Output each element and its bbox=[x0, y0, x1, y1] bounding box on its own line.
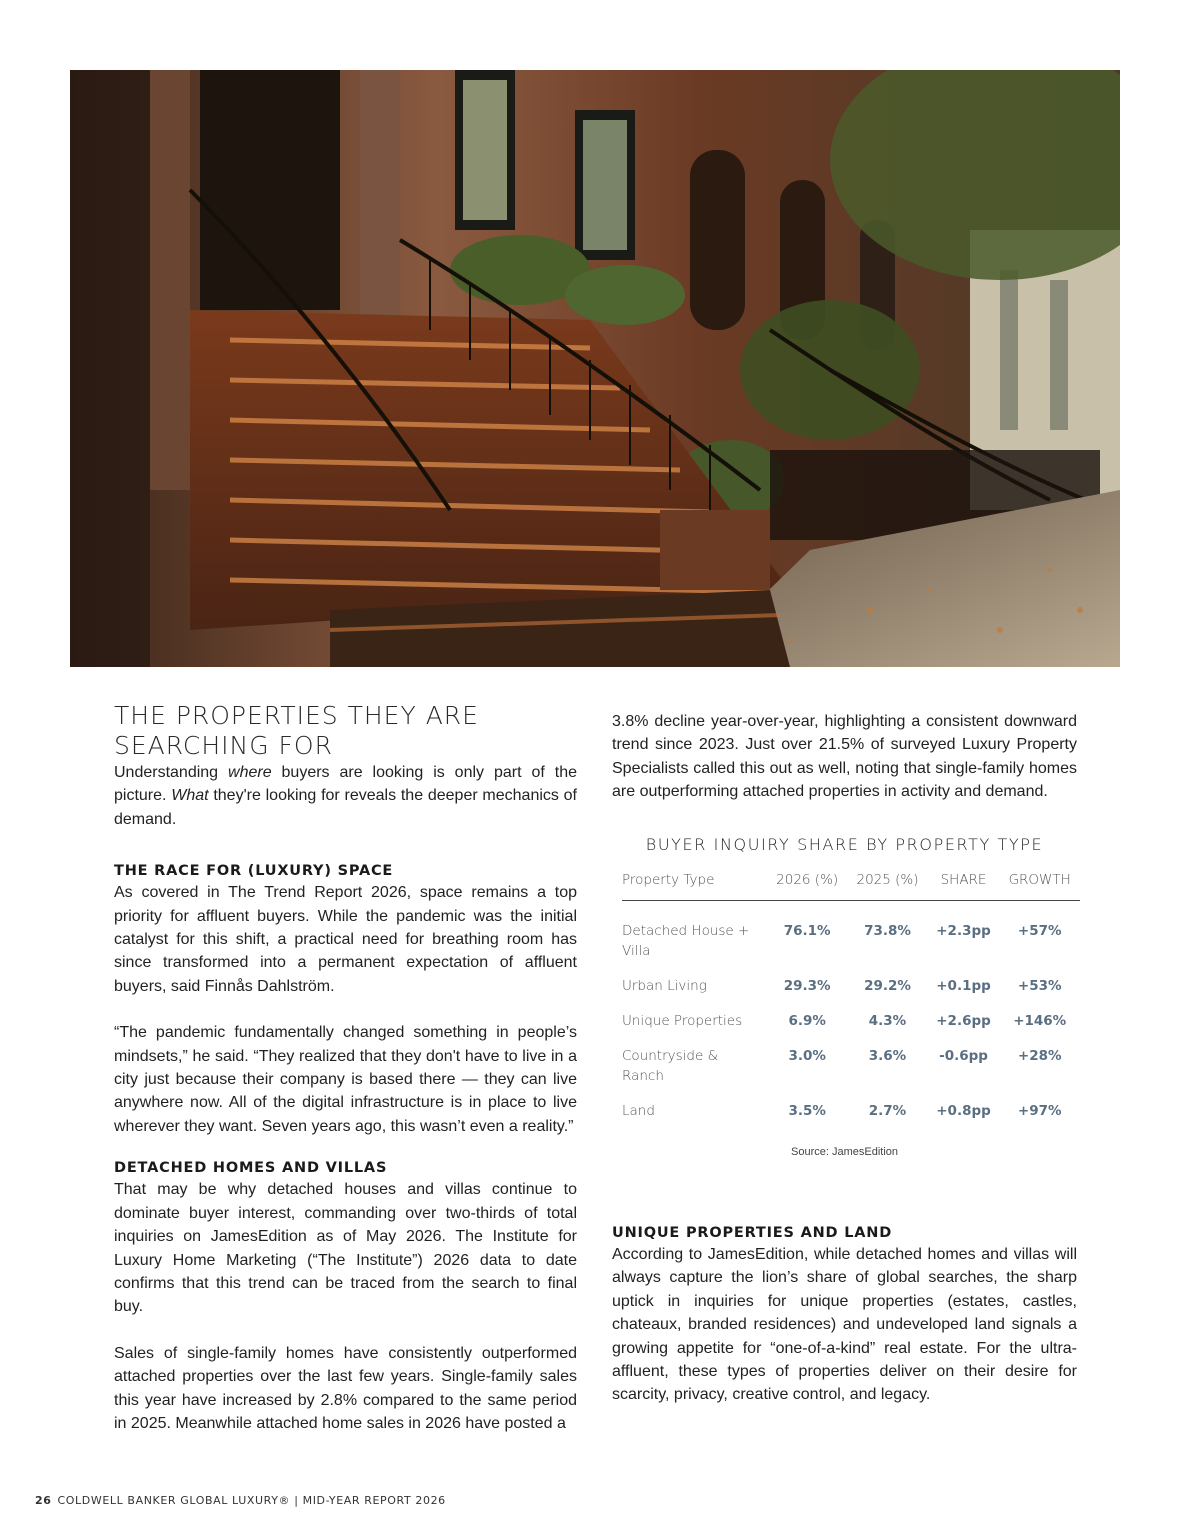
hero-photo-brownstone-stoops bbox=[70, 70, 1120, 667]
cell-share: -0.6pp bbox=[939, 1048, 988, 1064]
cell-2026: 3.0% bbox=[788, 1048, 826, 1064]
cell-2026: 29.3% bbox=[783, 978, 831, 994]
race-heading: THE RACE FOR (LUXURY) SPACE bbox=[114, 863, 394, 880]
table-row bbox=[622, 1046, 1080, 1101]
lede-text-2: buyers are looking is only part of the picture. bbox=[114, 764, 578, 805]
race-paragraph-2: “The pandemic fundamentally changed something in people’s mindsets,” he said. “They realized that they don't have to live in a city just because their company is based there — they can live anywhere now. All of the digital infrastructure is in place to live wherever they want. Seven years ago, this wasn’t even a reality.” bbox=[114, 1024, 577, 1135]
cell-type: Detached House + Villa bbox=[622, 923, 750, 959]
property-type-table-block bbox=[612, 835, 1077, 1158]
header-share: SHARE bbox=[928, 870, 1000, 901]
cell-share: +2.3pp bbox=[936, 923, 991, 939]
cell-share: +2.6pp bbox=[936, 1013, 991, 1029]
cell-2025: 73.8% bbox=[864, 923, 911, 939]
unique-heading: UNIQUE PROPERTIES AND LAND bbox=[612, 1225, 893, 1241]
header-property-type: Property Type bbox=[622, 870, 767, 901]
header-growth: GROWTH bbox=[999, 870, 1080, 901]
lede-text-1: Understanding bbox=[114, 764, 229, 781]
lede-emphasis-what: What bbox=[171, 787, 209, 805]
cell-growth: +53% bbox=[1017, 978, 1062, 994]
header-2026: 2026 (%) bbox=[767, 870, 847, 901]
table-header-row bbox=[622, 870, 1080, 901]
table-row bbox=[622, 901, 1080, 977]
cell-type: Unique Properties bbox=[622, 1013, 743, 1029]
cell-2025: 29.2% bbox=[864, 978, 911, 994]
cell-share: +0.1pp bbox=[936, 978, 991, 994]
cell-growth: +146% bbox=[1013, 1013, 1067, 1029]
unique-paragraph: According to JamesEdition, while detached homes and villas will always capture the lion’s share of global searches, the sharp uptick in inquiries for unique properties (estates, castles, chateaux, branded residences) and undeveloped land signals a growing appetite for “one-of-a-kind” real estate. For the ultra-affluent, these types of properties deliver on their desire for scarcity, privacy, creative control, and legacy. bbox=[612, 1246, 1077, 1404]
table-title: BUYER INQUIRY SHARE BY PROPERTY TYPE bbox=[645, 835, 1044, 854]
table-row bbox=[622, 1011, 1080, 1046]
detached-paragraph-1: That may be why detached houses and villas continue to dominate buyer interest, commanding over two-thirds of total inquiries on JamesEdition as of May 2026. The Institute for Luxury Home Marketing (“The Institute”) 2026 data to date confirms that this trend can be traced from the search to final buy. bbox=[114, 1181, 577, 1316]
cell-2025: 4.3% bbox=[868, 1013, 907, 1029]
cell-2026: 76.1% bbox=[783, 923, 831, 939]
hero-photo-illustration bbox=[70, 70, 1120, 667]
continued-paragraph: 3.8% decline year-over-year, highlighting a consistent downward trend since 2023. Just over 21.5% of surveyed Luxury Property Specialists called this out as well, noting that single-family homes are outperforming attached properties in activity and demand. bbox=[612, 713, 1077, 801]
lede-paragraph bbox=[114, 761, 577, 831]
race-paragraph-1: As covered in The Trend Report 2026, space remains a top priority for affluent buyers. While the pandemic was the initial catalyst for this shift, a practical need for breathing room has since transformed into a permanent expectation of affluent buyers, said Finnås Dahlström. bbox=[114, 884, 577, 995]
cell-type: Land bbox=[622, 1103, 655, 1119]
detached-paragraph-2: Sales of single-family homes have consistently outperformed attached properties over the last few years. Single-family sales this year have increased by 2.8% compared to the same period in 2025. Meanwhile attached home sales in 2026 have posted a bbox=[114, 1344, 577, 1432]
right-column-top bbox=[612, 710, 1077, 804]
lede-emphasis-where: where bbox=[228, 764, 272, 781]
section-title bbox=[114, 701, 577, 761]
cell-2025: 2.7% bbox=[868, 1103, 907, 1119]
detached-heading: DETACHED HOMES AND VILLAS bbox=[114, 1160, 388, 1177]
cell-type: Urban Living bbox=[622, 978, 707, 994]
cell-growth: +28% bbox=[1017, 1048, 1062, 1064]
left-column bbox=[114, 701, 577, 1435]
table-source: Source: JamesEdition bbox=[791, 1146, 898, 1158]
cell-share: +0.8pp bbox=[936, 1103, 991, 1119]
cell-growth: +57% bbox=[1017, 923, 1062, 939]
cell-2025: 3.6% bbox=[868, 1048, 907, 1064]
right-column-bottom bbox=[612, 1225, 1077, 1407]
page-footer bbox=[35, 1494, 446, 1507]
cell-2026: 6.9% bbox=[788, 1013, 826, 1029]
lede-text-3: they're looking for reveals the deeper mechanics of demand. bbox=[114, 787, 577, 828]
cell-2026: 3.5% bbox=[788, 1103, 826, 1119]
footer-text: COLDWELL BANKER GLOBAL LUXURY® | MID-YEAR REPORT 2026 bbox=[57, 1494, 446, 1507]
page-number: 26 bbox=[35, 1494, 52, 1507]
header-2025: 2025 (%) bbox=[847, 870, 927, 901]
cell-type: Countryside & Ranch bbox=[622, 1048, 719, 1084]
section-title-line2: SEARCHING FOR bbox=[114, 731, 333, 760]
property-type-table bbox=[622, 870, 1080, 1136]
section-title-line1: THE PROPERTIES THEY ARE bbox=[114, 701, 479, 730]
cell-growth: +97% bbox=[1017, 1103, 1062, 1119]
table-row bbox=[622, 976, 1080, 1011]
table-row bbox=[622, 1101, 1080, 1136]
